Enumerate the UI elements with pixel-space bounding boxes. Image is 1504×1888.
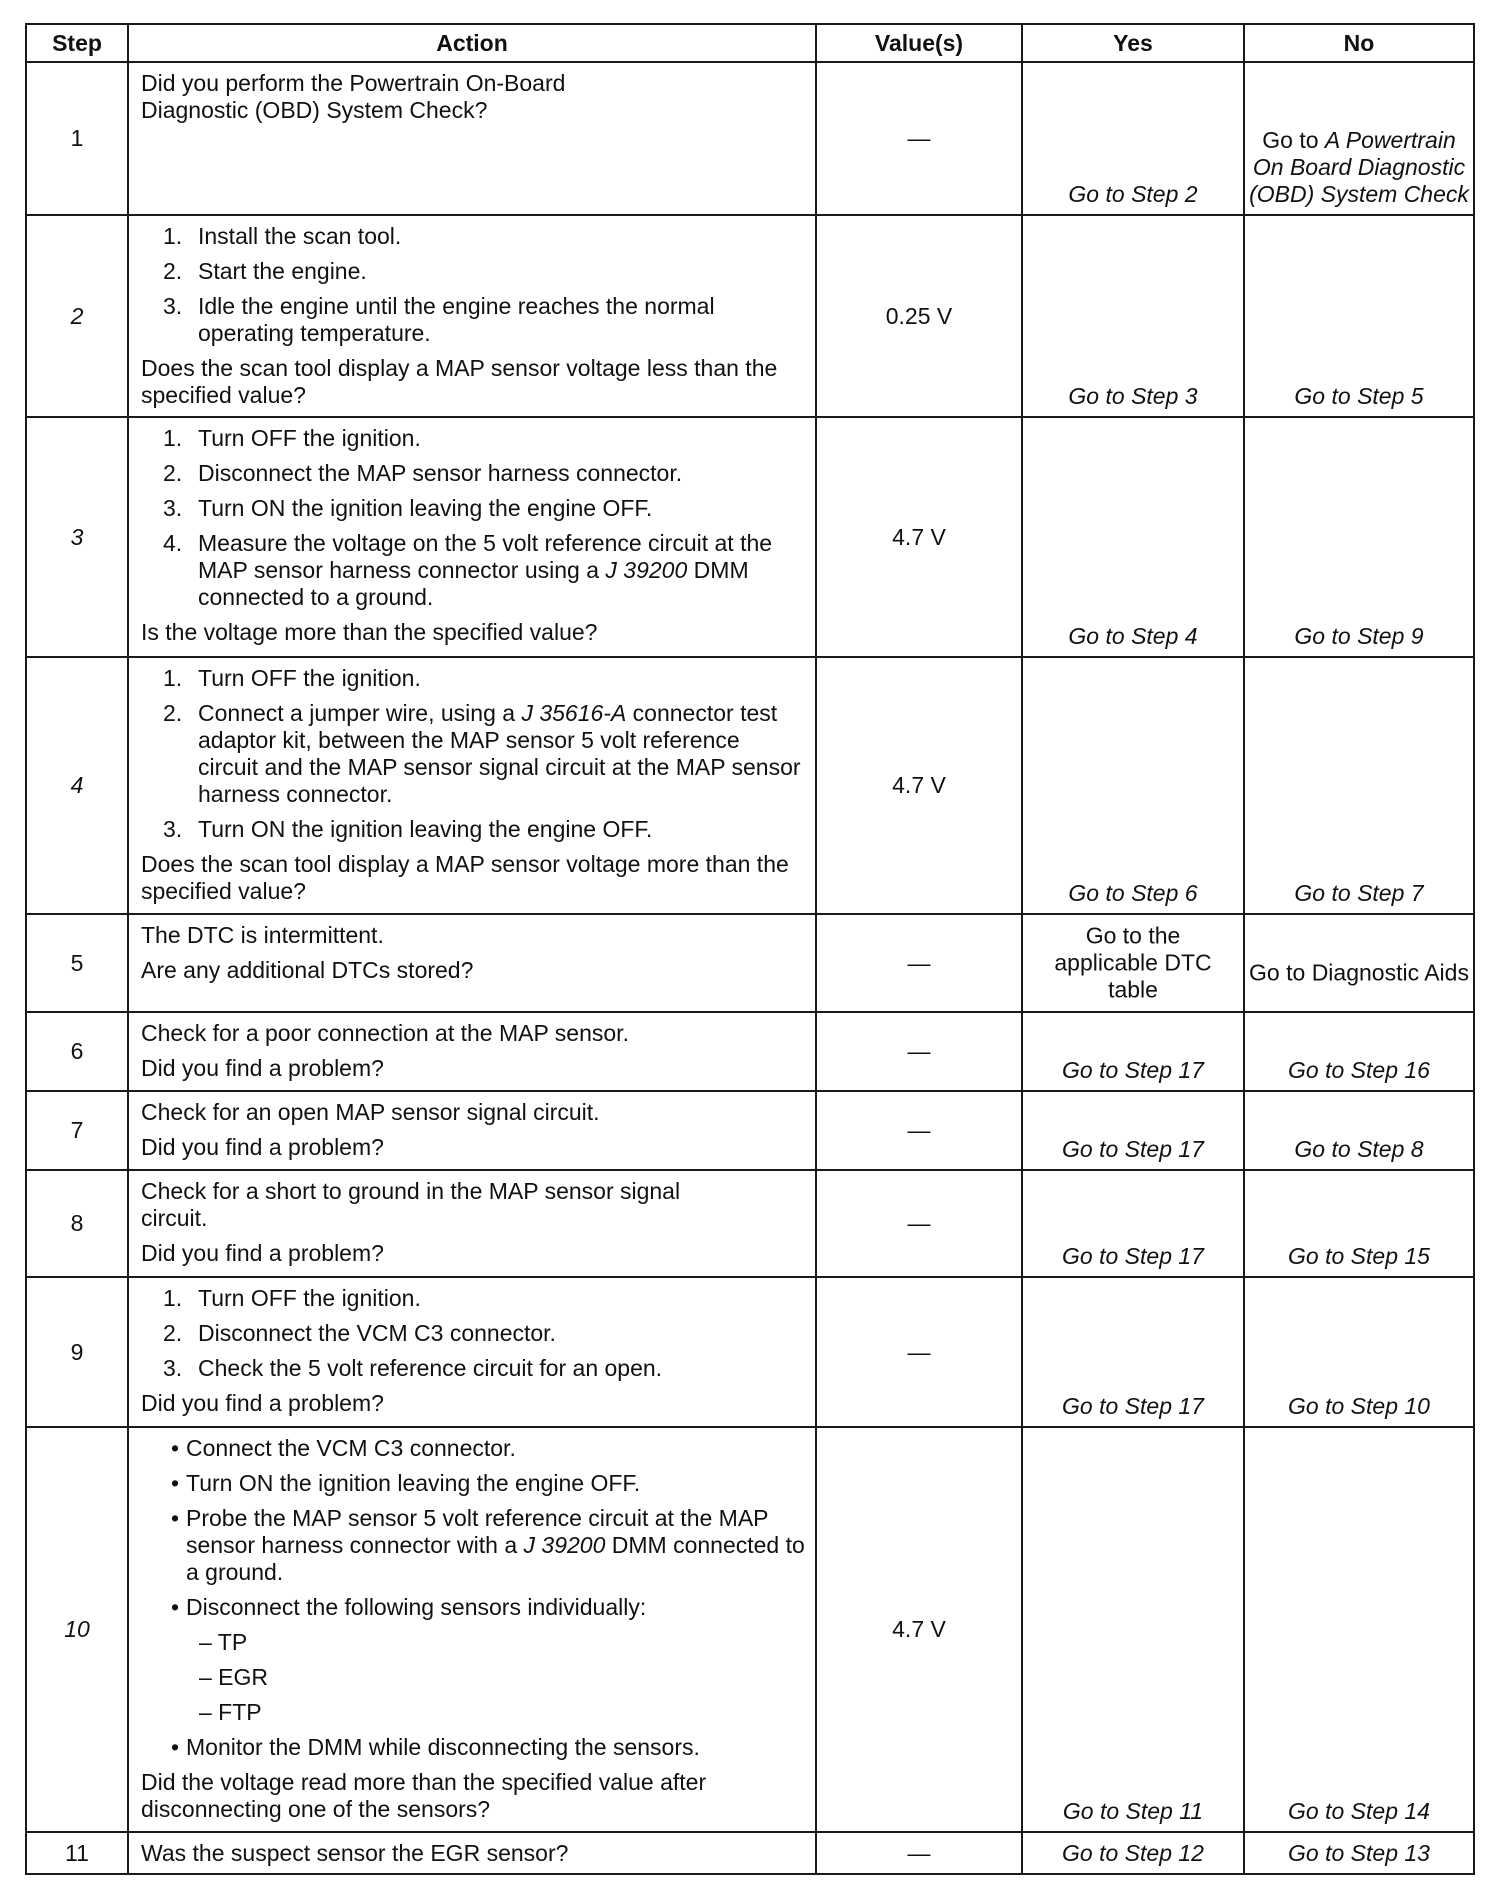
value-cell: 4.7 V [816, 1427, 1022, 1832]
list-item: 3. Check the 5 volt reference circuit for an open. [163, 1355, 663, 1381]
no-cell: Go to Step 13 [1244, 1832, 1474, 1874]
yes-cell [1022, 1091, 1244, 1170]
no-cell [1244, 1427, 1474, 1832]
list-item: – FTP [199, 1699, 262, 1725]
action-question: Does the scan tool display a MAP sensor voltage more than the specified value? [141, 851, 789, 904]
action-cell [128, 1832, 816, 1874]
list-item: 1. Install the scan tool. [163, 223, 402, 249]
value-cell: — [816, 1277, 1022, 1427]
action-question: Did you find a problem? [141, 1390, 384, 1416]
step-number: 8 [26, 1170, 128, 1277]
sensor-list [141, 1629, 805, 1726]
list-item: 3. Turn ON the ignition leaving the engine OFF. [163, 495, 653, 521]
list-item: – TP [199, 1629, 248, 1655]
value-cell: — [816, 914, 1022, 1012]
list-item: 2. Start the engine. [163, 258, 367, 284]
list-item: • Disconnect the following sensors individually: [171, 1594, 647, 1620]
value-cell: 4.7 V [816, 657, 1022, 914]
yes-cell [1022, 215, 1244, 417]
list-item: • Probe the MAP sensor 5 volt reference circuit at the MAP sensor harness connector with a J 39200 DMM connected to a ground. [171, 1505, 805, 1585]
tool-reference: J 39200 [605, 557, 688, 583]
table-row [26, 62, 1474, 215]
action-cell [128, 417, 816, 657]
action-text: Check for an open MAP sensor signal circuit. [141, 1099, 600, 1125]
table-row [26, 1170, 1474, 1277]
list-item: 4. Measure the voltage on the 5 volt reference circuit at the MAP sensor harness connector using a J 39200 DMM connected to a ground. [163, 530, 773, 610]
step-number: 4 [26, 657, 128, 914]
value-cell: 0.25 V [816, 215, 1022, 417]
no-text: Go to Step 5 [1294, 383, 1424, 409]
value-cell: — [816, 1012, 1022, 1091]
action-cell [128, 215, 816, 417]
no-text: Go to Step 9 [1294, 623, 1424, 649]
step-number: 11 [26, 1832, 128, 1874]
no-cell [1244, 1091, 1474, 1170]
no-text: Go to A Powertrain On Board Diagnostic (OBD) System Check [1249, 127, 1469, 207]
yes-cell [1022, 1170, 1244, 1277]
list-item: 3. Turn ON the ignition leaving the engine OFF. [163, 816, 653, 842]
list-item: • Monitor the DMM while disconnecting the sensors. [171, 1734, 700, 1760]
table-row [26, 657, 1474, 914]
action-text: Check for a short to ground in the MAP sensor signal circuit. [141, 1178, 681, 1231]
no-text: Go to Step 16 [1288, 1057, 1430, 1083]
yes-text: Go to Step 17 [1062, 1057, 1204, 1083]
header-step: Step [26, 24, 128, 62]
action-cell [128, 1012, 816, 1091]
action-cell [128, 1170, 816, 1277]
no-cell [1244, 1277, 1474, 1427]
tool-reference: J 39200 [523, 1532, 606, 1558]
action-question: Did you perform the Powertrain On-Board Diagnostic (OBD) System Check? [141, 70, 566, 123]
yes-cell: Go to Step 12 [1022, 1832, 1244, 1874]
yes-text: Go to Step 2 [1068, 181, 1198, 207]
action-cell [128, 62, 816, 215]
yes-text: Go to Step 17 [1062, 1393, 1204, 1419]
table-row [26, 417, 1474, 657]
action-steps [141, 665, 805, 843]
value-cell: — [816, 1091, 1022, 1170]
list-item: – EGR [199, 1664, 269, 1690]
list-item: 1. Turn OFF the ignition. [163, 1285, 421, 1311]
no-text: Go to Step 14 [1288, 1798, 1430, 1824]
yes-cell [1022, 1427, 1244, 1832]
no-text: Go to Step 7 [1294, 880, 1424, 906]
no-cell [1244, 914, 1474, 1012]
list-item: 3. Idle the engine until the engine reaches the normal operating temperature. [163, 293, 715, 346]
diagnostic-table [25, 23, 1475, 1875]
no-cell [1244, 657, 1474, 914]
value-cell: — [816, 62, 1022, 215]
no-text: Go to Diagnostic Aids [1249, 959, 1469, 986]
no-text: Go to Step 15 [1288, 1243, 1430, 1269]
step-number: 10 [26, 1427, 128, 1832]
action-cell [128, 1091, 816, 1170]
no-text: Go to Step 10 [1288, 1393, 1430, 1419]
yes-text: Go to Step 17 [1062, 1136, 1204, 1162]
action-question: Was the suspect sensor the EGR sensor? [141, 1839, 569, 1866]
step-number: 1 [26, 62, 128, 215]
no-text: Go to Step 8 [1294, 1136, 1424, 1162]
action-text: Check for a poor connection at the MAP sensor. [141, 1020, 629, 1046]
header-action: Action [128, 24, 816, 62]
list-item: 1. Turn OFF the ignition. [163, 425, 421, 451]
yes-cell [1022, 657, 1244, 914]
yes-cell [1022, 1012, 1244, 1091]
list-item: 1. Turn OFF the ignition. [163, 665, 421, 691]
no-cell [1244, 215, 1474, 417]
yes-text: Go to Step 3 [1068, 383, 1198, 409]
value-cell: 4.7 V [816, 417, 1022, 657]
no-cell [1244, 1012, 1474, 1091]
list-item: • Connect the VCM C3 connector. [171, 1435, 516, 1461]
action-question: Did the voltage read more than the specified value after disconnecting one of the sensors? [141, 1769, 707, 1822]
no-reference: A Powertrain On Board Diagnostic (OBD) System Check [1249, 127, 1469, 207]
action-question: Did you find a problem? [141, 1240, 384, 1266]
table-row [26, 1427, 1474, 1832]
action-text: The DTC is intermittent. [141, 922, 384, 948]
header-values: Value(s) [816, 24, 1022, 62]
tool-reference: J 35616-A [521, 700, 627, 726]
action-steps [141, 425, 805, 611]
table-row [26, 215, 1474, 417]
yes-text: Go to the applicable DTC table [1054, 922, 1212, 1003]
value-cell: — [816, 1832, 1022, 1874]
list-item: 2. Connect a jumper wire, using a J 35616-A connector test adaptor kit, between the MAP sensor 5 volt reference circuit and the MAP sensor signal circuit at the MAP sensor harness connector. [163, 700, 801, 807]
action-question: Are any additional DTCs stored? [141, 957, 474, 983]
header-row [26, 24, 1474, 62]
step-number: 7 [26, 1091, 128, 1170]
action-question: Did you find a problem? [141, 1134, 384, 1160]
list-item: 2. Disconnect the VCM C3 connector. [163, 1320, 556, 1346]
yes-cell [1022, 914, 1244, 1012]
step-number: 5 [26, 914, 128, 1012]
action-cell [128, 1277, 816, 1427]
header-no: No [1244, 24, 1474, 62]
step-number: 9 [26, 1277, 128, 1427]
action-cell [128, 657, 816, 914]
action-bullets [141, 1435, 805, 1621]
diagnostic-table-sheet [25, 23, 1473, 1875]
step-number: 2 [26, 215, 128, 417]
action-bullets [141, 1734, 805, 1761]
table-row [26, 1832, 1474, 1874]
no-cell [1244, 1170, 1474, 1277]
action-cell [128, 914, 816, 1012]
action-steps [141, 1285, 805, 1382]
action-question: Does the scan tool display a MAP sensor voltage less than the specified value? [141, 355, 778, 408]
table-row [26, 1012, 1474, 1091]
yes-cell [1022, 417, 1244, 657]
action-cell [128, 1427, 816, 1832]
action-question: Is the voltage more than the specified value? [141, 619, 598, 645]
list-item: • Turn ON the ignition leaving the engine OFF. [171, 1470, 641, 1496]
value-cell: — [816, 1170, 1022, 1277]
action-question: Did you find a problem? [141, 1055, 384, 1081]
yes-text: Go to Step 6 [1068, 880, 1198, 906]
yes-cell [1022, 62, 1244, 215]
yes-text: Go to Step 4 [1068, 623, 1198, 649]
table-row [26, 1091, 1474, 1170]
header-yes: Yes [1022, 24, 1244, 62]
step-number: 3 [26, 417, 128, 657]
step-number: 6 [26, 1012, 128, 1091]
action-steps [141, 223, 805, 347]
no-cell [1244, 62, 1474, 215]
no-cell [1244, 417, 1474, 657]
list-item: 2. Disconnect the MAP sensor harness connector. [163, 460, 683, 486]
yes-cell [1022, 1277, 1244, 1427]
table-row [26, 1277, 1474, 1427]
yes-text: Go to Step 11 [1062, 1798, 1204, 1824]
yes-text: Go to Step 17 [1062, 1243, 1204, 1269]
table-row [26, 914, 1474, 1012]
